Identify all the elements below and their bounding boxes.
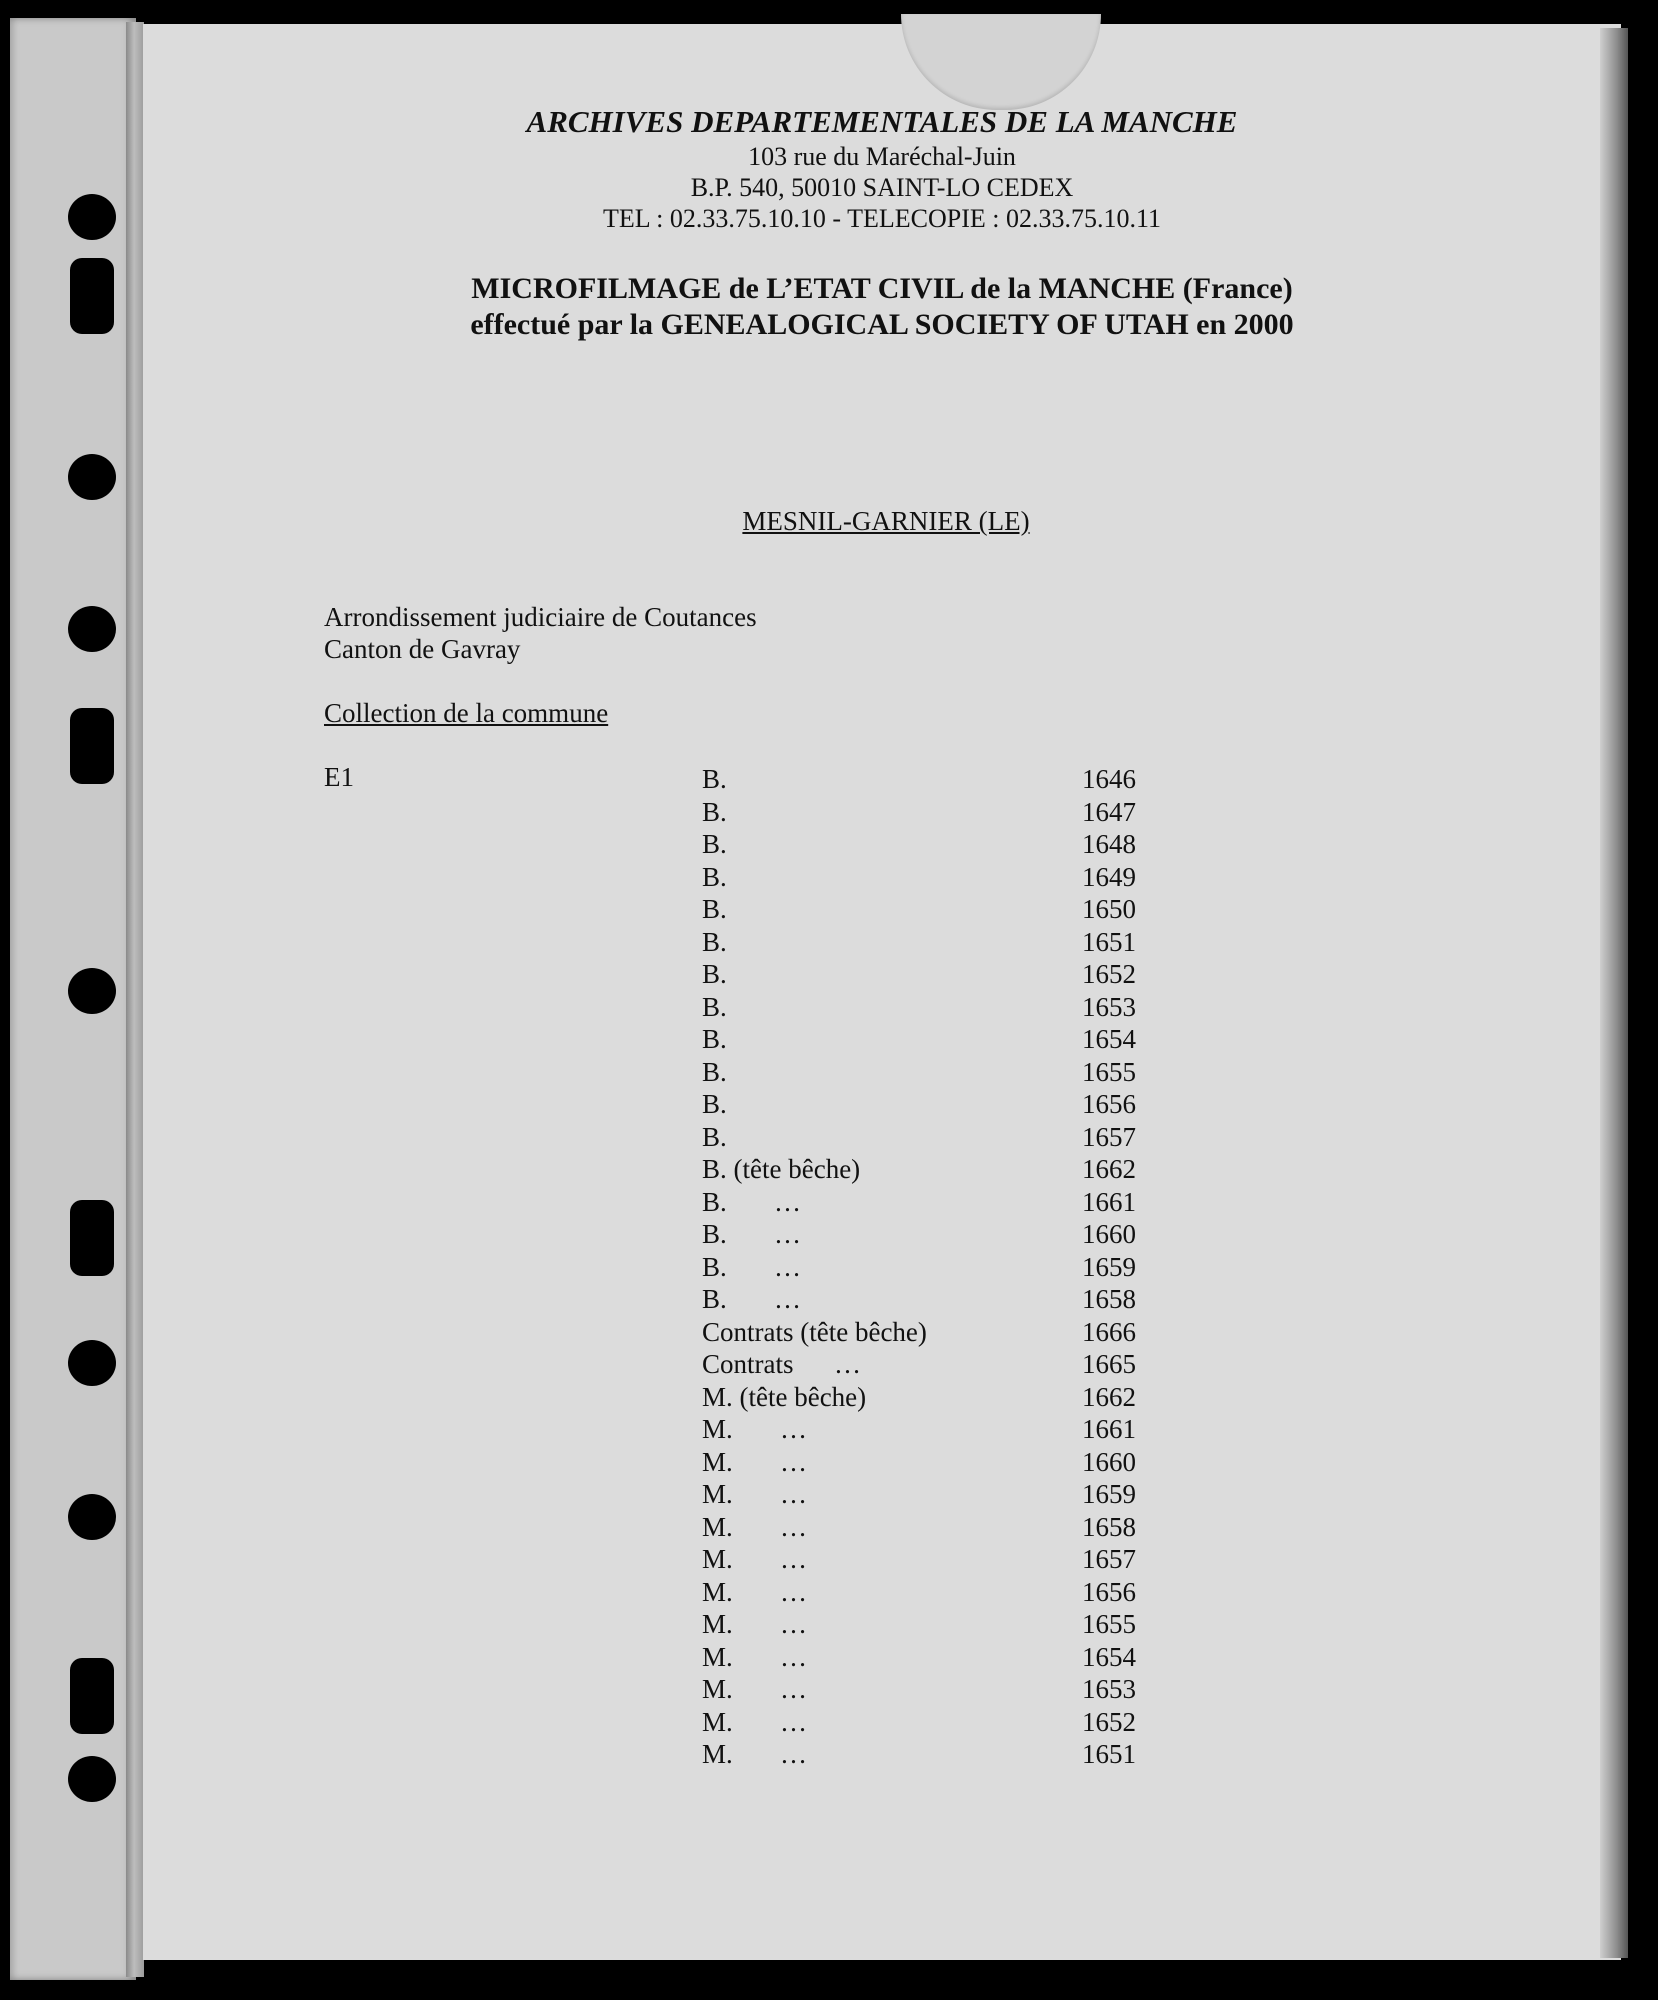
entry-row — [702, 1447, 1202, 1480]
register-code: E1 — [324, 762, 354, 792]
entry-row — [702, 1057, 1202, 1090]
entry-year: 1652 — [1082, 959, 1136, 989]
punch-hole — [68, 968, 116, 1014]
entry-label: B. — [702, 829, 727, 859]
entry-label: M. … — [702, 1446, 808, 1477]
entry-label: M. … — [702, 1706, 808, 1737]
address-postal: B.P. 540, 50010 SAINT-LO CEDEX — [690, 173, 1074, 202]
entry-label: B. — [702, 1056, 727, 1087]
punch-hole — [70, 1658, 114, 1734]
entry-label: B. — [702, 1121, 727, 1152]
entry-row — [702, 894, 1202, 927]
entry-label: B. … — [702, 1219, 802, 1249]
punch-hole — [68, 194, 116, 240]
entry-row — [702, 992, 1202, 1025]
entry-row — [702, 1219, 1202, 1252]
document-title-line1: MICROFILMAGE de L’ETAT CIVIL de la MANCHE (France) — [471, 272, 1293, 305]
entry-label: B. — [702, 991, 727, 1022]
entry-year: 1661 — [1082, 1186, 1136, 1217]
contact-phone: TEL : 02.33.75.10.10 - TELECOPIE : 02.33.75.10.11 — [603, 204, 1161, 233]
entry-row — [702, 1479, 1202, 1512]
entry-year: 1657 — [1082, 1544, 1136, 1574]
entry-label: M. … — [702, 1576, 808, 1607]
entry-year: 1662 — [1082, 1381, 1136, 1412]
entry-year: 1652 — [1082, 1706, 1136, 1737]
entry-row — [702, 1544, 1202, 1577]
entry-label: M. … — [702, 1544, 808, 1574]
entry-year: 1651 — [1082, 1739, 1136, 1769]
entry-year: 1654 — [1082, 1024, 1136, 1054]
entry-year: 1660 — [1082, 1446, 1136, 1477]
entry-label: Contrats (tête bêche) — [702, 1316, 927, 1347]
entry-label: M. … — [702, 1739, 808, 1769]
entry-row — [702, 1349, 1202, 1382]
entry-label: M. … — [702, 1674, 808, 1704]
collection-heading: Collection de la commune — [324, 698, 609, 728]
entry-row — [702, 1642, 1202, 1675]
punch-hole — [68, 1756, 116, 1802]
entry-row — [702, 1122, 1202, 1155]
entry-year: 1661 — [1082, 1414, 1136, 1444]
punch-hole — [68, 1340, 116, 1386]
entry-year: 1662 — [1082, 1154, 1136, 1184]
entry-row — [702, 1674, 1202, 1707]
entry-label: B. … — [702, 1284, 802, 1314]
entry-row — [702, 797, 1202, 830]
entry-year: 1647 — [1082, 796, 1136, 827]
entry-row — [702, 862, 1202, 895]
entry-label: B. — [702, 796, 727, 827]
strip-edge — [126, 22, 144, 1977]
punch-hole — [68, 1494, 116, 1540]
entry-year: 1650 — [1082, 894, 1136, 924]
entry-row — [702, 1089, 1202, 1122]
entry-row — [702, 927, 1202, 960]
register-entries — [702, 764, 1202, 1772]
entry-year: 1658 — [1082, 1511, 1136, 1542]
entry-row — [702, 1414, 1202, 1447]
entry-year: 1660 — [1082, 1219, 1136, 1249]
entry-label: M. (tête bêche) — [702, 1381, 867, 1412]
entry-label: B. — [702, 764, 727, 794]
canton: Canton de Gavray — [324, 634, 521, 664]
entry-row — [702, 959, 1202, 992]
entry-year: 1653 — [1082, 991, 1136, 1022]
entry-year: 1651 — [1082, 926, 1136, 957]
entry-year: 1654 — [1082, 1641, 1136, 1672]
entry-year: 1666 — [1082, 1316, 1136, 1347]
entry-row — [702, 829, 1202, 862]
entry-row — [702, 1577, 1202, 1610]
entry-row — [702, 1317, 1202, 1350]
punch-hole — [68, 606, 116, 652]
entry-year: 1665 — [1082, 1349, 1136, 1379]
entry-year: 1653 — [1082, 1674, 1136, 1704]
entry-label: B. … — [702, 1186, 802, 1217]
entry-year: 1656 — [1082, 1089, 1136, 1119]
entry-label: M. … — [702, 1479, 808, 1509]
entry-label: Contrats … — [702, 1349, 861, 1379]
commune-name: MESNIL-GARNIER (LE) — [742, 506, 1030, 536]
entry-year: 1659 — [1082, 1251, 1136, 1282]
document-title-line2: effectué par la GENEALOGICAL SOCIETY OF UTAH en 2000 — [470, 308, 1294, 341]
entry-label: B. — [702, 959, 727, 989]
entry-row — [702, 1252, 1202, 1285]
entry-label: B. — [702, 1089, 727, 1119]
punch-hole — [70, 708, 114, 784]
binder-strip — [10, 18, 136, 1980]
entry-label: M. … — [702, 1641, 808, 1672]
entry-row — [702, 1609, 1202, 1642]
entry-year: 1655 — [1082, 1056, 1136, 1087]
entry-label: B. — [702, 1024, 727, 1054]
entry-row — [702, 1739, 1202, 1772]
entry-year: 1648 — [1082, 829, 1136, 859]
entry-row — [702, 1284, 1202, 1317]
entry-label: M. … — [702, 1609, 808, 1639]
entry-row — [702, 1707, 1202, 1740]
entry-row — [702, 1024, 1202, 1057]
entry-year: 1649 — [1082, 861, 1136, 892]
entry-row — [702, 1512, 1202, 1545]
entry-row — [702, 1187, 1202, 1220]
entry-label: M. … — [702, 1511, 808, 1542]
entry-row — [702, 1382, 1202, 1415]
entry-label: B. — [702, 861, 727, 892]
institution-name: ARCHIVES DEPARTEMENTALES DE LA MANCHE — [526, 104, 1238, 139]
entry-year: 1657 — [1082, 1121, 1136, 1152]
sleeve-notch — [901, 14, 1101, 110]
entry-year: 1659 — [1082, 1479, 1136, 1509]
entry-year: 1655 — [1082, 1609, 1136, 1639]
entry-label: B. — [702, 894, 727, 924]
entry-label: B. … — [702, 1251, 802, 1282]
entry-year: 1656 — [1082, 1576, 1136, 1607]
punch-hole — [70, 1200, 114, 1276]
entry-year: 1646 — [1082, 764, 1136, 794]
entry-label: B. — [702, 926, 727, 957]
entry-year: 1658 — [1082, 1284, 1136, 1314]
arrondissement: Arrondissement judiciaire de Coutances — [324, 602, 757, 632]
punch-hole — [70, 258, 114, 334]
punch-hole — [68, 454, 116, 500]
entry-label: M. … — [702, 1414, 808, 1444]
entry-label: B. (tête bêche) — [702, 1154, 861, 1184]
address-street: 103 rue du Maréchal-Juin — [748, 142, 1016, 171]
entry-row — [702, 764, 1202, 797]
entry-row — [702, 1154, 1202, 1187]
